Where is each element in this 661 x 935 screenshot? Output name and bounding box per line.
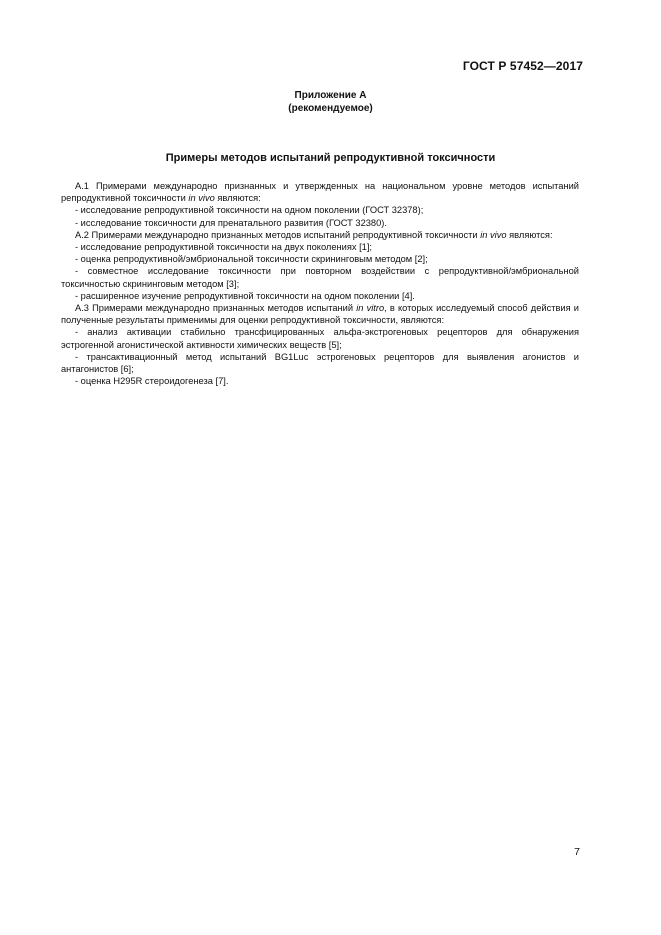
list-item: - исследование репродуктивной токсичности на одном поколении (ГОСТ 32378); (75, 205, 424, 216)
section-title: Примеры методов испытаний репродуктивной токсичности (165, 152, 496, 164)
list-item: - трансактивационный метод испытаний BG1Luc эстрогеновых рецепторов для выявления агонистов и антагонистов [6]; (61, 351, 579, 375)
list-item: - исследование токсичности для пренатального развития (ГОСТ 32380). (75, 217, 387, 228)
paragraph-a1-text-end: являются: (214, 193, 261, 204)
document-body (61, 180, 579, 387)
list-item: - оценка H295R стероидогенеза [7]. (75, 376, 229, 387)
paragraph-a2-italic: in vivo (480, 229, 507, 240)
document-number: ГОСТ Р 57452—2017 (462, 59, 583, 73)
paragraph-a2-text-end: являются: (506, 229, 553, 240)
paragraph-a1-italic: in vivo (188, 193, 215, 204)
appendix-heading (0, 90, 661, 115)
paragraph-a3-text-end: , в которых исследуемый способ действия и полученные результаты применимы для оценки репродуктивной токсичности, являются: (61, 303, 579, 326)
paragraph-a3 (61, 302, 579, 326)
paragraph-a2-text: А.2 Примерами международно признанных методов испытаний репродуктивной токсичности (75, 229, 481, 240)
list-item: - совместное исследование токсичности при повторном воздействии с репродуктивной/эмбриональной токсичностью скрининговым методом [3]; (61, 266, 579, 289)
paragraph-a2 (61, 229, 579, 241)
paragraph-a3-italic: in vitro (356, 303, 385, 314)
list-item: - расширенное изучение репродуктивной токсичности на одном поколении [4]. (75, 290, 415, 301)
paragraph-a1 (61, 180, 579, 204)
list-item: - анализ активации стабильно трансфицированных альфа-экстрогеновых рецепторов для обнаружения эстрогенной агонистической активности химических веществ [5]; (61, 327, 579, 350)
appendix-title: Приложение А (294, 90, 367, 101)
list-item: - исследование репродуктивной токсичности на двух поколениях [1]; (75, 242, 373, 253)
paragraph-a3-text: А.3 Примерами международно признанных методов испытаний (75, 303, 357, 314)
appendix-status: (рекомендуемое) (288, 102, 373, 114)
page-number: 7 (574, 846, 580, 858)
paragraph-a1-text: А.1 Примерами международно признанных и утвержденных на национальном уровне методов испытаний репродуктивной токсичности (61, 181, 579, 204)
list-item: - оценка репродуктивной/эмбриональной токсичности скрининговым методом [2]; (75, 254, 428, 265)
